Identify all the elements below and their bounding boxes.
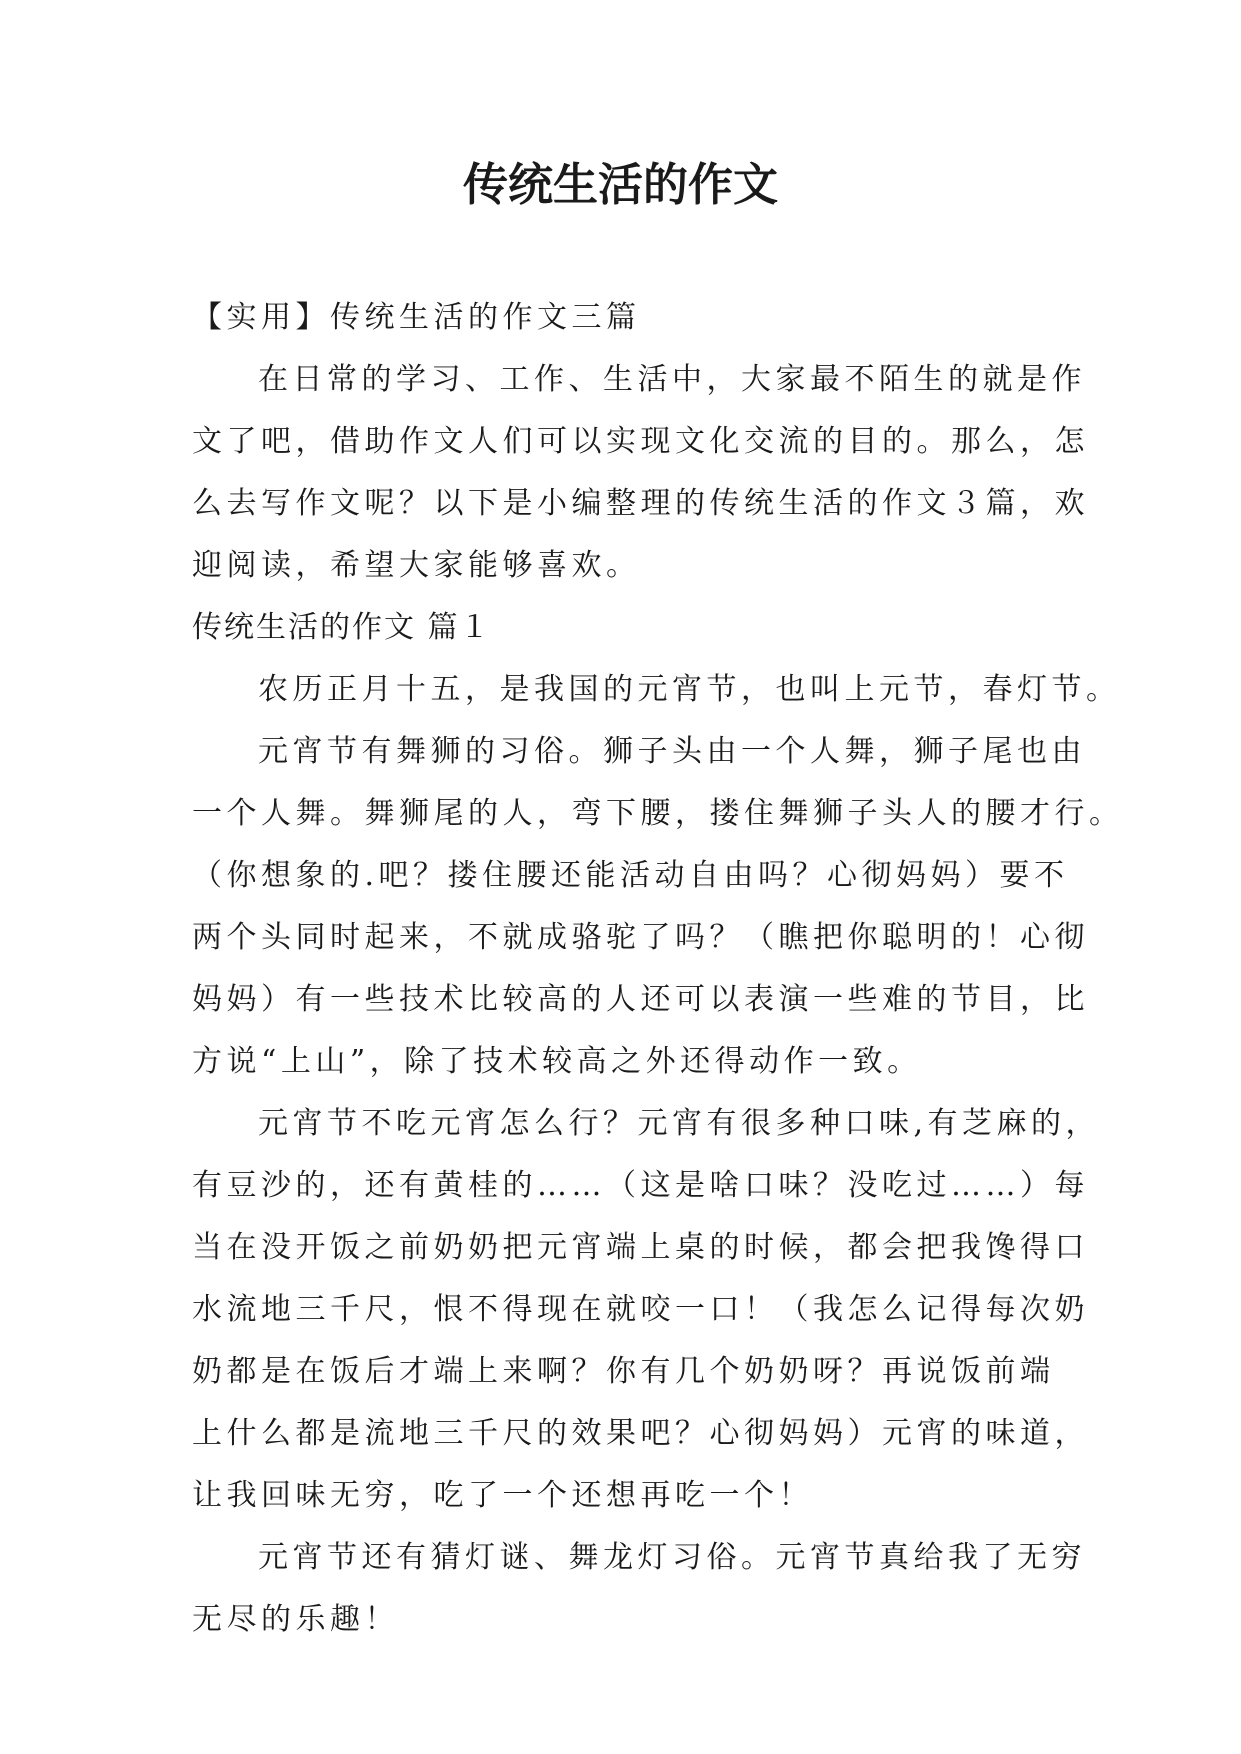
paragraph-line: 当在没开饭之前奶奶把元宵端上桌的时候，都会把我馋得口	[192, 1230, 1089, 1265]
document-title: 传统生活的作文	[462, 158, 778, 211]
paragraph-line: 水流地三千尺，恨不得现在就咬一口！（我怎么记得每次奶	[192, 1292, 1089, 1327]
paragraph-line: 两个头同时起来，不就成骆驼了吗？（瞧把你聪明的！心彻	[192, 920, 1089, 955]
paragraph-line: 农历正月十五，是我国的元宵节，也叫上元节，春灯节。	[258, 672, 1121, 707]
paragraph-line: 元宵节有舞狮的习俗。狮子头由一个人舞，狮子尾也由	[258, 734, 1086, 769]
paragraph-line: 么去写作文呢？以下是小编整理的传统生活的作文３篇，欢	[192, 486, 1089, 521]
paragraph-line: 无尽的乐趣！	[192, 1602, 399, 1637]
paragraph-line: 元宵节不吃元宵怎么行？元宵有很多种口味,有芝麻的，	[258, 1106, 1101, 1141]
paragraph-line: 在日常的学习、工作、生活中，大家最不陌生的就是作	[258, 362, 1086, 397]
paragraph-line: 让我回味无穷，吃了一个还想再吃一个！	[192, 1478, 813, 1513]
paragraph-line: （你想象的.吧？搂住腰还能活动自由吗？心彻妈妈）要不	[192, 858, 1069, 893]
paragraph-line: 有豆沙的，还有黄桂的……（这是啥口味？没吃过……）每	[192, 1168, 1089, 1203]
section-heading: 传统生活的作文 篇１	[192, 610, 492, 645]
paragraph-line: 迎阅读，希望大家能够喜欢。	[192, 548, 641, 583]
document-subtitle: 【实用】传统生活的作文三篇	[192, 300, 641, 335]
paragraph-line: 妈妈）有一些技术比较高的人还可以表演一些难的节目，比	[192, 982, 1089, 1017]
paragraph-line: 一个人舞。舞狮尾的人，弯下腰，搂住舞狮子头人的腰才行。	[192, 796, 1124, 831]
paragraph-line: 文了吧，借助作文人们可以实现文化交流的目的。那么，怎	[192, 424, 1089, 459]
paragraph-line: 上什么都是流地三千尺的效果吧？心彻妈妈）元宵的味道，	[192, 1416, 1089, 1451]
document-body	[192, 287, 1124, 1651]
paragraph-line: 元宵节还有猜灯谜、舞龙灯习俗。元宵节真给我了无穷	[258, 1540, 1086, 1575]
paragraph-line: 方说“上山”，除了技术较高之外还得动作一致。	[192, 1044, 922, 1079]
paragraph-line: 奶都是在饭后才端上来啊？你有几个奶奶呀？再说饭前端	[192, 1354, 1055, 1389]
